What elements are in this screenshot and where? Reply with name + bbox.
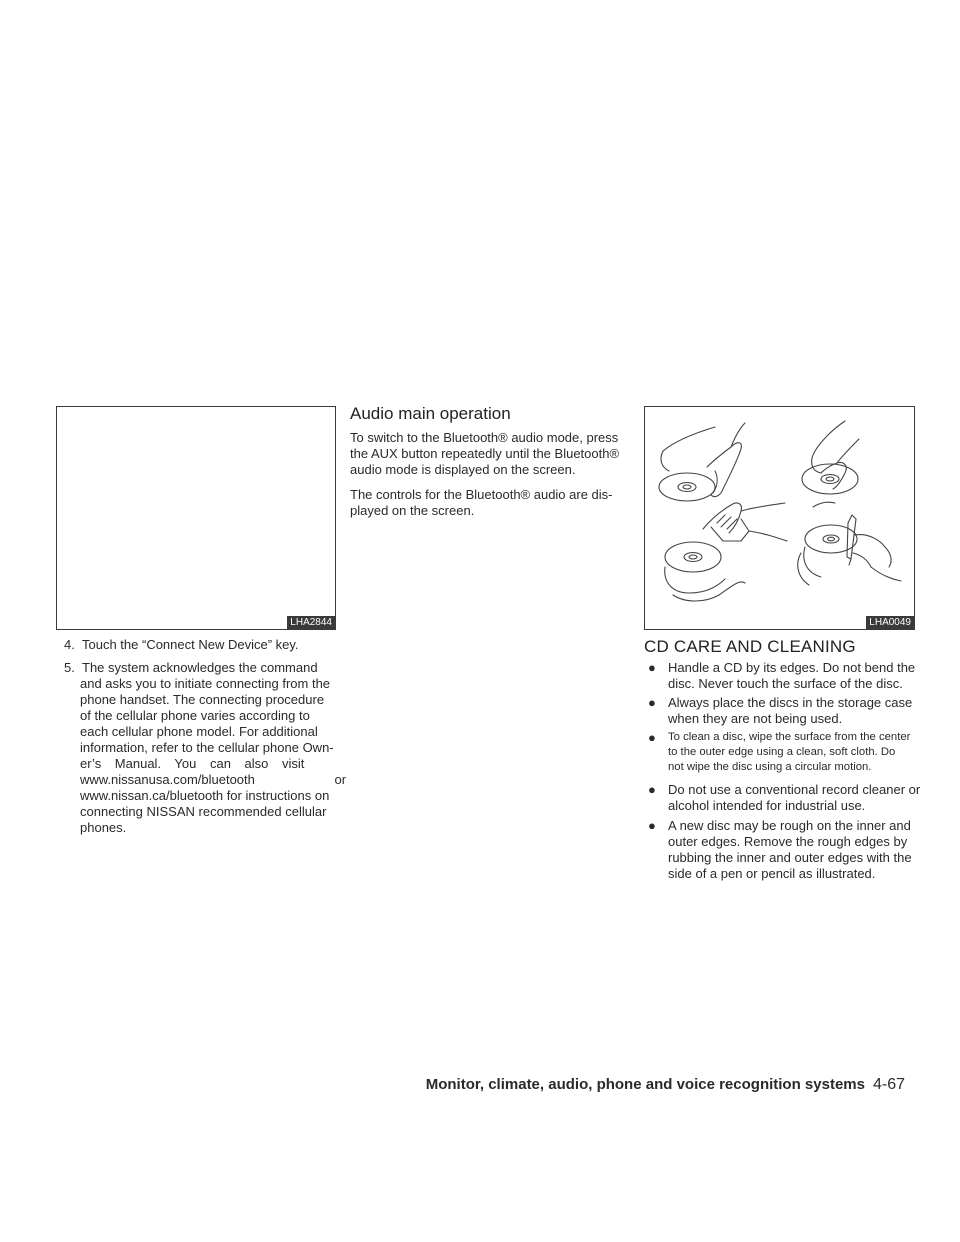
step-line: of the cellular phone varies according to: [80, 708, 310, 723]
step-line: The system acknowledges the command: [82, 660, 318, 675]
bullet-item: [648, 782, 921, 816]
bullet-item: [648, 660, 916, 694]
figure-label: LHA2844: [287, 616, 335, 629]
paragraph-line: audio mode is displayed on the screen.: [350, 462, 576, 477]
paragraph-line: the AUX button repeatedly until the Bluetooth®: [350, 446, 620, 461]
figure-lha0049: [644, 406, 915, 630]
bullet-text: [668, 818, 912, 882]
bullet-icon: ●: [648, 818, 656, 833]
bullet-icon: ●: [648, 730, 656, 745]
step-line: www.nissanusa.com/bluetooth or: [80, 772, 347, 787]
bullet-text: [668, 730, 910, 775]
step-line: each cellular phone model. For additional: [80, 724, 318, 739]
page-number: 4-67: [872, 1076, 905, 1093]
step-4: [64, 637, 336, 653]
bullet-line: Do not use a conventional record cleaner or: [668, 782, 921, 797]
bullet-text: [668, 660, 915, 692]
chapter-title: Monitor, climate, audio, phone and voice recognition systems: [425, 1076, 865, 1093]
bullet-line: not wipe the disc using a circular motion.: [668, 761, 872, 773]
bullet-text: [668, 782, 920, 814]
bullet-line: when they are not being used.: [668, 711, 843, 726]
bullet-item: [648, 818, 916, 884]
step-line: er’s Manual. You can also visit: [80, 756, 305, 771]
audio-paragraph-1: [350, 430, 640, 478]
bullet-icon: ●: [648, 695, 656, 710]
bullet-line: A new disc may be rough on the inner and: [668, 818, 911, 833]
step-number: 4.: [64, 637, 75, 652]
bullet-text: [668, 695, 912, 727]
bullet-line: outer edges. Remove the rough edges by: [668, 834, 908, 849]
bullet-line: side of a pen or pencil as illustrated.: [668, 866, 876, 881]
bullet-line: To clean a disc, wipe the surface from the center: [668, 731, 911, 743]
bullet-line: alcohol intended for industrial use.: [668, 798, 866, 813]
figure-lha2844: [56, 406, 336, 630]
section-heading-audio: Audio main operation: [350, 404, 511, 423]
paragraph-line: played on the screen.: [350, 503, 475, 518]
bullet-line: rubbing the inner and outer edges with the: [668, 850, 912, 865]
paragraph-line: The controls for the Bluetooth® audio are dis-: [350, 487, 613, 502]
step-line: connecting NISSAN recommended cellular: [80, 804, 327, 819]
step-line: phone handset. The connecting procedure: [80, 692, 325, 707]
bullet-line: Handle a CD by its edges. Do not bend the: [668, 660, 916, 675]
bullet-line: Always place the discs in the storage case: [668, 695, 913, 710]
step-number: 5.: [64, 660, 75, 675]
bullet-line: disc. Never touch the surface of the disc.: [668, 676, 903, 691]
figure-label: LHA0049: [866, 616, 914, 629]
step-line: information, refer to the cellular phone Own-: [80, 740, 334, 755]
bullet-icon: ●: [648, 660, 656, 675]
bullet-icon: ●: [648, 782, 656, 797]
step-5: [64, 660, 347, 840]
cd-handling-illustration-icon: [645, 407, 914, 629]
bullet-line: to the outer edge using a clean, soft cloth. Do: [668, 746, 896, 758]
paragraph-line: To switch to the Bluetooth® audio mode, press: [350, 430, 619, 445]
page-footer: [426, 1075, 905, 1095]
step-line: and asks you to initiate connecting from the: [80, 676, 331, 691]
section-heading-cd-care: CD CARE AND CLEANING: [644, 637, 856, 656]
step-text: Touch the “Connect New Device” key.: [82, 637, 299, 652]
step-line: phones.: [80, 820, 127, 835]
audio-paragraph-2: [350, 487, 640, 519]
bullet-item: [648, 730, 916, 778]
step-text: [80, 660, 347, 836]
step-line: www.nissan.ca/bluetooth for instructions on: [80, 788, 330, 803]
bullet-item: [648, 695, 916, 729]
